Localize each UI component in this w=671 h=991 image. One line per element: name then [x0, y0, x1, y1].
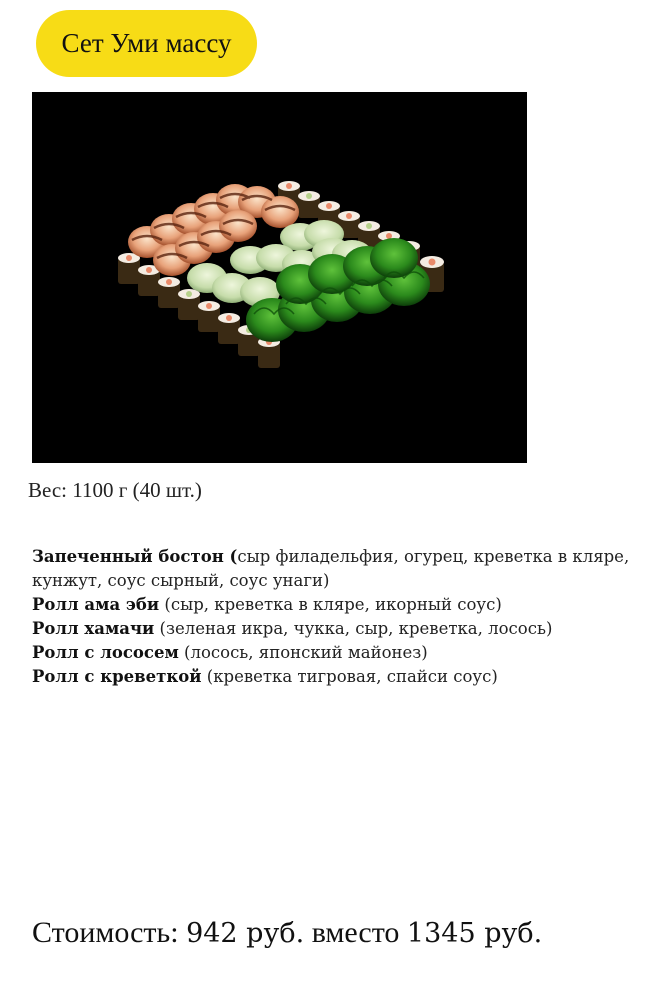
composition-item — [32, 641, 632, 665]
current-price: 942 руб. — [186, 918, 305, 949]
price-label: Стоимость: — [32, 916, 179, 949]
roll-name: Ролл с креветкой — [32, 667, 202, 686]
instead-label: вместо — [311, 916, 400, 949]
composition-item — [32, 665, 632, 689]
composition-item — [32, 617, 632, 641]
roll-description: (лосось, японский майонез) — [178, 643, 428, 662]
composition-item — [32, 545, 632, 593]
roll-name: Ролл хамачи — [32, 619, 155, 638]
weight-separator: : — [61, 478, 68, 502]
composition-item — [32, 593, 632, 617]
weight-label: Вес — [28, 478, 62, 502]
roll-description: (зеленая икра, чукка, сыр, креветка, лосось) — [154, 619, 553, 638]
roll-description: (сыр, креветка в кляре, икорный соус) — [159, 595, 502, 614]
roll-name: Запеченный бостон ( — [32, 547, 238, 566]
sushi-set-photo — [32, 92, 527, 463]
weight-info — [28, 478, 202, 503]
set-title-badge: Сет Уми массу — [36, 10, 257, 77]
roll-name: Ролл с лососем — [32, 643, 179, 662]
roll-name: Ролл ама эби — [32, 595, 160, 614]
price-line — [32, 916, 542, 950]
weight-value: 1100 г (40 шт.) — [72, 478, 202, 502]
roll-description: сыр филадельфия, огурец, креветка в кляре, кунжут, соус сырный, соус унаги) — [32, 547, 630, 590]
composition-list — [32, 545, 632, 689]
old-price: 1345 руб. — [406, 918, 543, 949]
roll-description: (креветка тигровая, спайси соус) — [201, 667, 498, 686]
